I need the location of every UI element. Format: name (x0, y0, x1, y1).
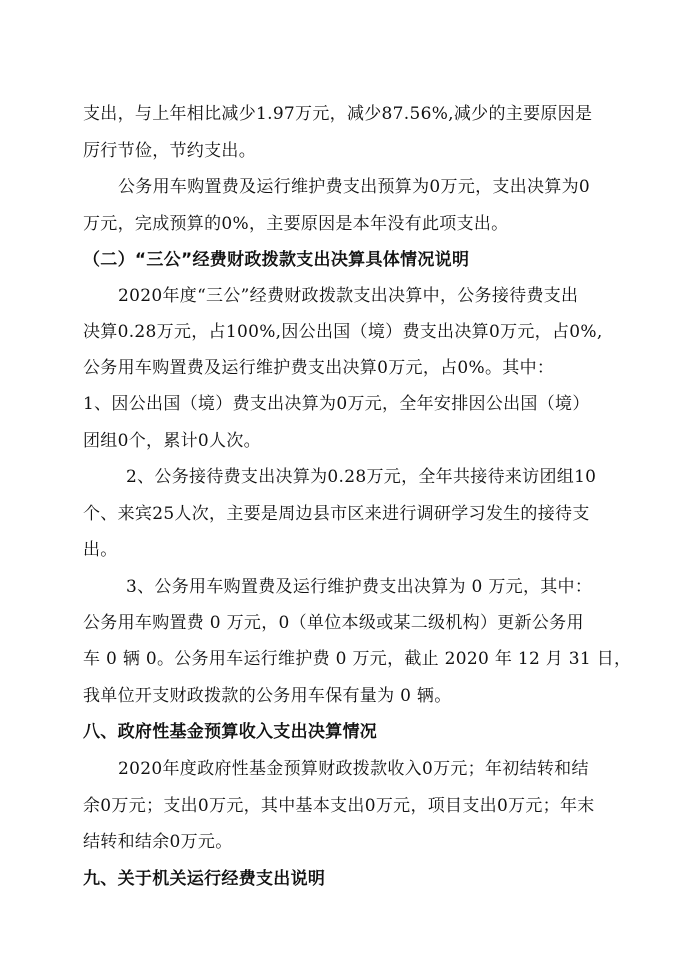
section-heading: 八、政府性基金预算收入支出决算情况 (83, 722, 378, 742)
text-line: 结转和结余0万元。 (83, 832, 233, 852)
text-line: 我单位开支财政拨款的公务用车保有量为 0 辆。 (83, 686, 452, 706)
text-line: 个、来宾25人次，主要是周边县市区来进行调研学习发生的接待支 (83, 504, 590, 524)
text-line: 公务用车购置费 0 万元，0（单位本级或某二级机构）更新公务用 (83, 613, 584, 633)
text-line: 3、公务用车购置费及运行维护费支出决算为 0 万元，其中： (126, 577, 593, 597)
text-line: 决算0.28万元，占100%,因公出国（境）费支出决算0万元，占0%, (83, 322, 603, 342)
text-line: 2020年度政府性基金预算财政拨款收入0万元；年初结转和结 (118, 759, 589, 779)
text-line: 万元，完成预算的0%，主要原因是本年没有此项支出。 (83, 214, 509, 234)
text-line: 公务用车购置费及运行维护费支出预算为0万元，支出决算为0 (118, 177, 591, 197)
text-line: 团组0个，累计0人次。 (83, 431, 261, 451)
section-heading: 九、关于机关运行经费支出说明 (83, 869, 326, 889)
text-line: 2、公务接待费支出决算为0.28万元，全年共接待来访团组10 (126, 467, 597, 487)
text-line: 余0万元；支出0万元，其中基本支出0万元，项目支出0万元；年末 (83, 796, 595, 816)
text-line: 1、因公出国（境）费支出决算为0万元，全年安排因公出国（境） (83, 394, 590, 414)
text-line: 公务用车购置费及运行维护费支出决算0万元，占0%。其中： (83, 358, 555, 378)
section-heading: （二）“三公”经费财政拨款支出决算具体情况说明 (83, 250, 470, 270)
text-line: 2020年度“三公”经费财政拨款支出决算中，公务接待费支出 (118, 286, 579, 306)
text-line: 厉行节俭，节约支出。 (83, 141, 256, 161)
text-line: 车 0 辆 0。公务用车运行维护费 0 万元，截止 2020 年 12 月 31 日， (83, 649, 632, 669)
text-line: 支出，与上年相比减少1.97万元，减少87.56%,减少的主要原因是 (83, 104, 593, 124)
text-line: 出。 (83, 540, 118, 560)
